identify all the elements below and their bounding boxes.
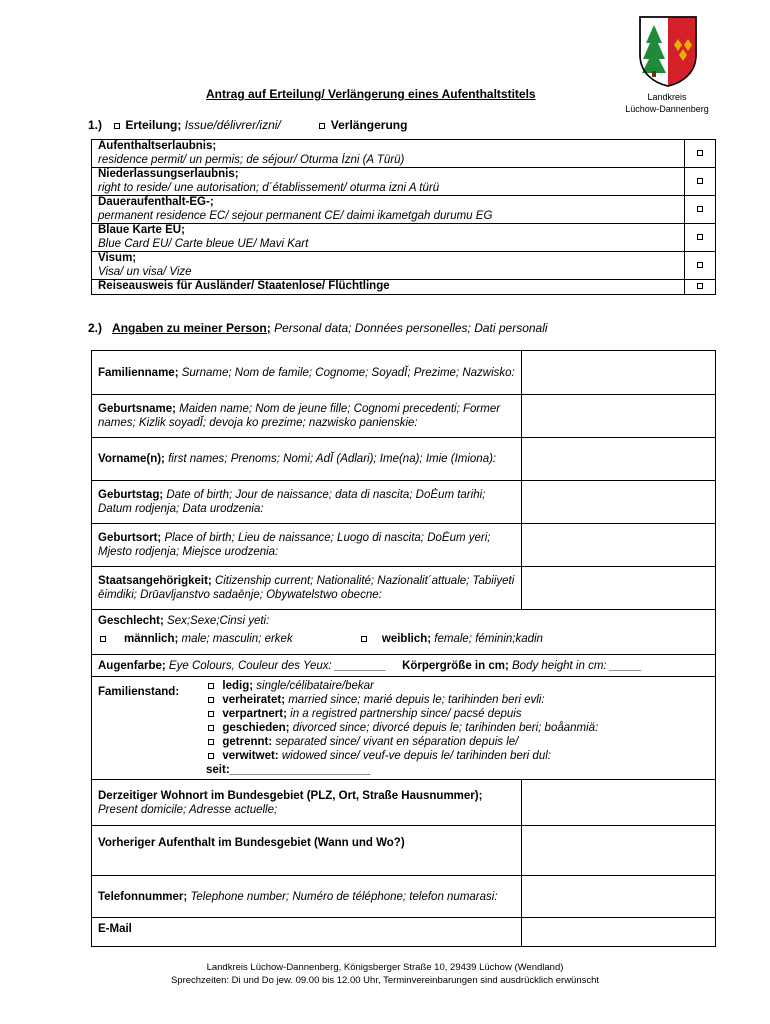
email-label: E-Mail [92,918,522,947]
permit-checkbox-cell [685,252,716,280]
permit-row [92,140,716,168]
section2-heading-translation: Personal data; Données personelles; Dati personali [270,321,548,335]
permit-checkbox[interactable] [697,234,703,240]
field-label-translation: Place of birth; Lieu de naissance; Luogo di nascita; DoĖum yeri; Mjesto rodjenja; Miejsce urodzenia: [98,532,491,558]
erteilung-checkbox[interactable] [114,123,120,129]
surname-input[interactable] [522,351,716,395]
female-checkbox[interactable] [361,636,367,642]
eye-colour-field[interactable]: Eye Colours, Couleur des Yeux: ________ [165,659,387,672]
email-input[interactable] [522,918,716,947]
field-row-gender [92,610,716,655]
section2-number: 2.) [88,321,103,335]
marital-cell [92,677,716,780]
field-label [92,351,522,395]
marital-option[interactable]: verwitwet: widowed since/ veuf-ve depuis le/ tarihinden beri dul: [206,749,598,763]
field-label-de: Staatsangehörigkeit; [98,575,212,587]
field-label-de: Geburtsort; [98,532,162,544]
permit-title: Daueraufenthalt-EG-; [98,196,214,208]
field-row-birthplace [92,524,716,567]
permit-text [92,280,685,295]
verlaengerung-checkbox[interactable] [319,123,325,129]
marital-option[interactable]: geschieden; divorced since; divorcé depuis le; tarihinden beri; boåanmiä: [206,721,598,735]
marital-option[interactable]: ledig; single/célibataire/bekar [206,679,598,693]
field-row-citizenship [92,567,716,610]
citizenship-input[interactable] [522,567,716,610]
field-row-previous-residence [92,826,716,876]
authority-line1: Landkreis [647,92,687,102]
field-label-translation: Date of birth; Jour de naissance; data di nascita; DoĖum tarihi; Datum rodjenja; Data urodzenia: [98,489,486,515]
field-label [92,481,522,524]
permit-title: Aufenthaltserlaubnis; [98,140,217,152]
field-label-translation: Maiden name; Nom de jeune fille; Cognomi precedenti; Former names; Kizlik soyadĬ; devoja ko prezime; nazwisko panienskie: [98,403,501,429]
permit-row [92,252,716,280]
male-translation: male; masculin; erkek [178,633,293,645]
field-row-eyes-height [92,655,716,677]
current-residence-input[interactable] [522,780,716,826]
permit-row [92,196,716,224]
phone-label: Telefonnummer; Telephone number; Numéro de téléphone; telefon numarasi: [92,876,522,918]
personal-data-table [91,350,716,947]
section1-header [88,118,407,132]
coat-of-arms-logo [638,15,698,87]
permit-checkbox[interactable] [697,262,703,268]
permit-checkbox[interactable] [697,206,703,212]
previous-residence-label: Vorheriger Aufenthalt im Bundesgebiet (Wann und Wo?) [92,826,522,876]
first-names-input[interactable] [522,438,716,481]
authority-line2: Lüchow-Dannenberg [625,104,709,114]
permit-checkbox-cell [685,168,716,196]
permit-translation: residence permit/ un permis; de séjour/ Oturma İzni (A Türü) [98,153,405,166]
marital-option[interactable]: getrennt: separated since/ vivant en séparation depuis le/ [206,735,598,749]
permit-checkbox[interactable] [697,178,703,184]
permit-text [92,168,685,196]
permit-row [92,224,716,252]
page-title: Antrag auf Erteilung/ Verlängerung eines Aufenthaltstitels [206,87,536,101]
field-label-translation: first names; Prenoms; Nomi; AdĬ (Adlari); Ime(na); Imie (Imiona): [164,453,497,465]
female-label: weiblich; [381,633,432,645]
marital-option[interactable]: verpartnert; in a registred partnership since/ pacsé depuis [206,707,598,721]
previous-residence-input[interactable] [522,826,716,876]
permit-checkbox[interactable] [697,150,703,156]
permit-title: Blaue Karte EU; [98,224,185,236]
male-checkbox[interactable] [100,636,106,642]
permit-checkbox[interactable] [697,283,703,289]
field-row-first-names [92,438,716,481]
permit-text [92,140,685,168]
marital-option[interactable]: verheiratet; married since; marié depuis le; tarihinden beri evli: [206,693,598,707]
field-row-phone [92,876,716,918]
authority-name [615,91,719,115]
field-row-current-residence [92,780,716,826]
eyes-height-cell [92,655,716,677]
permit-checkbox-cell [685,224,716,252]
erteilung-label: Erteilung; [125,118,182,132]
permit-translation: Blue Card EU/ Carte bleue UE/ Mavi Kart [98,237,309,250]
marital-since-field[interactable]: seit:______________________ [206,764,371,776]
section1-number: 1.) [88,118,103,132]
permit-text [92,196,685,224]
field-label [92,567,522,610]
gender-translation: Sex;Sexe;Cinsi yeti: [163,615,270,627]
field-label [92,438,522,481]
field-label-de: Familienname; [98,366,179,379]
permit-text [92,224,685,252]
field-row-email [92,918,716,947]
permit-row [92,168,716,196]
phone-input[interactable] [522,876,716,918]
field-row-maiden-name [92,395,716,438]
field-row-marital-status [92,677,716,780]
permit-title: Niederlassungserlaubnis; [98,168,239,180]
permit-translation: permanent residence EC/ sejour permanent CE/ daimi ikametgah durumu EG [98,209,493,222]
field-label [92,524,522,567]
field-label-translation: Surname; Nom de famile; Cognome; SoyadĬ; Prezime; Nazwisko: [178,366,515,379]
eye-colour-label: Augenfarbe; [98,659,166,672]
permit-title: Visum; [98,252,137,264]
section2-heading: Angaben zu meiner Person; [112,321,271,335]
birthdate-input[interactable] [522,481,716,524]
erteilung-translation: Issue/délivrer/izni/ [181,118,281,132]
field-row-birthdate [92,481,716,524]
permit-checkbox-cell [685,280,716,295]
permit-checkbox-cell [685,140,716,168]
marital-label: Familienstand: [98,686,180,698]
permit-translation: right to reside/ une autorisation; d´établissement/ oturma izni A türü [98,181,440,194]
male-label: männlich; [123,633,179,645]
current-residence-label: Derzeitiger Wohnort im Bundesgebiet (PLZ, Ort, Straße Hausnummer); Present domicile; Adresse actuelle; [92,780,522,826]
section2-header [88,321,548,335]
marital-options [206,679,598,777]
height-label: Körpergröße in cm; [402,659,509,672]
permit-type-table [91,139,716,295]
permit-title: Reiseausweis für Ausländer/ Staatenlose/ Flüchtlinge [98,280,390,292]
permit-checkbox-cell [685,196,716,224]
footer-office-hours: Sprechzeiten: Di und Do jew. 09.00 bis 12.00 Uhr, Terminvereinbarungen sind ausdrücklich erwünscht [170,975,600,986]
field-row-surname [92,351,716,395]
footer [0,961,770,987]
permit-text [92,252,685,280]
female-translation: female; féminin;kadin [431,633,543,645]
field-label [92,395,522,438]
height-field[interactable]: Body height in cm: _____ [508,659,642,672]
field-label-de: Geburtstag; [98,489,164,501]
permit-row [92,280,716,295]
gender-label: Geschlecht; [98,615,164,627]
permit-translation: Visa/ un visa/ Vize [98,265,192,278]
footer-address: Landkreis Lüchow-Dannenberg, Königsberger Straße 10, 29439 Lüchow (Wendland) [206,962,564,973]
field-label-de: Geburtsname; [98,403,176,415]
verlaengerung-label: Verlängerung [330,118,408,132]
field-label-de: Vorname(n); [98,453,165,465]
maiden-name-input[interactable] [522,395,716,438]
gender-cell [92,610,716,655]
birthplace-input[interactable] [522,524,716,567]
field-label-translation: Citizenship current; Nationalité; Nazionalit´attuale; Tabiiyeti ēimdiki; Drūavljanstvo sadaēnje; Obywatelstwo obecne: [98,575,515,601]
